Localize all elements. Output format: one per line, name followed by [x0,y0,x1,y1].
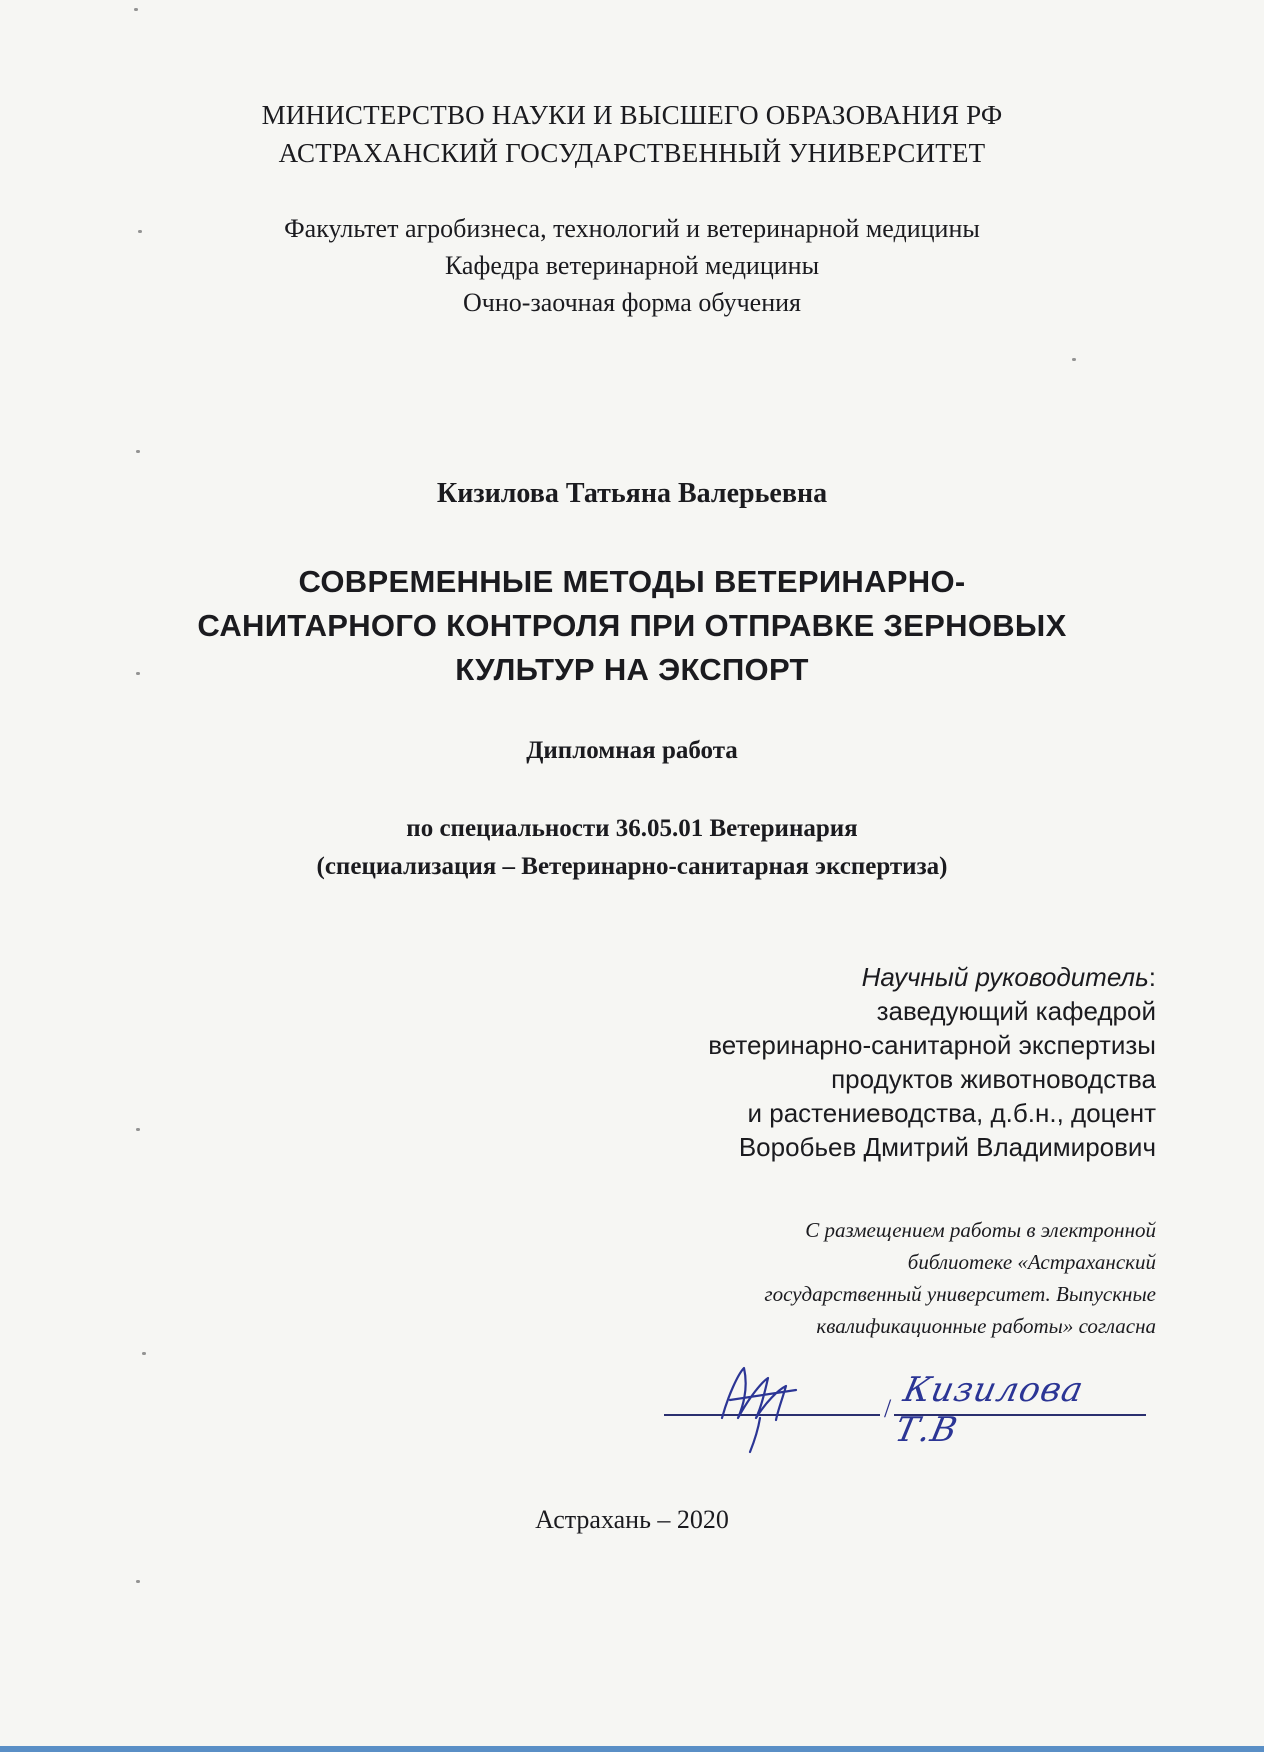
supervisor-colon: : [1148,962,1156,992]
consent-line-1: С размещением работы в электронной [805,1218,1156,1242]
consent-line-3: государственный университет. Выпускные [764,1282,1156,1306]
consent-line-2: библиотеке «Астраханский [907,1250,1156,1274]
thesis-title-line-3: КУЛЬТУР НА ЭКСПОРТ [455,652,809,687]
scan-speck [1072,358,1076,361]
consent-line-4: квалификационные работы» согласна [816,1314,1156,1338]
faculty-name: Факультет агробизнеса, технологий и ветеринарной медицины [284,214,980,243]
supervisor-name: Воробьев Дмитрий Владимирович [738,1132,1156,1162]
scan-edge [0,1746,1264,1752]
supervisor-label: Научный руководитель [861,962,1149,992]
supervisor-heading [708,960,1156,994]
signature-area [664,1362,1150,1462]
specialty-line-1: по специальности 36.05.01 Ветеринария [406,815,858,842]
signature-separator: / [884,1394,892,1423]
scan-speck [134,8,138,11]
handwritten-name: Кизилова Т.В [891,1370,1088,1450]
thesis-title [0,560,1264,692]
city-year: Астрахань – 2020 [535,1505,729,1534]
university-name: АСТРАХАНСКИЙ ГОСУДАРСТВЕННЫЙ УНИВЕРСИТЕТ [278,138,986,168]
department-name: Кафедра ветеринарной медицины [444,251,820,280]
supervisor-block [708,960,1156,1164]
ministry-name: МИНИСТЕРСТВО НАУКИ И ВЫСШЕГО ОБРАЗОВАНИЯ РФ [261,100,1003,130]
supervisor-line-3: продуктов животноводства [831,1064,1156,1094]
supervisor-line-1: заведующий кафедрой [876,996,1156,1026]
scan-speck [138,230,142,233]
faculty-info [0,210,1264,321]
scan-speck [136,1580,140,1583]
handwritten-signature-icon [704,1356,824,1456]
scan-speck [136,450,140,453]
specialty-info [0,810,1264,886]
institution-header [0,96,1264,172]
supervisor-line-4: и растениеводства, д.б.н., доцент [747,1098,1156,1128]
consent-statement [764,1214,1156,1342]
thesis-title-line-2: САНИТАРНОГО КОНТРОЛЯ ПРИ ОТПРАВКЕ ЗЕРНОВЫХ [197,608,1067,643]
scan-speck [142,1352,146,1355]
work-type: Дипломная работа [526,737,738,764]
scan-speck [136,672,140,675]
author-name: Кизилова Татьяна Валерьевна [436,478,828,509]
thesis-title-line-1: СОВРЕМЕННЫЕ МЕТОДЫ ВЕТЕРИНАРНО- [298,564,966,599]
study-form: Очно-заочная форма обучения [463,288,801,317]
scan-speck [136,1128,140,1131]
specialty-line-2: (специализация – Ветеринарно-санитарная экспертиза) [316,853,948,880]
supervisor-line-2: ветеринарно-санитарной экспертизы [708,1030,1156,1060]
